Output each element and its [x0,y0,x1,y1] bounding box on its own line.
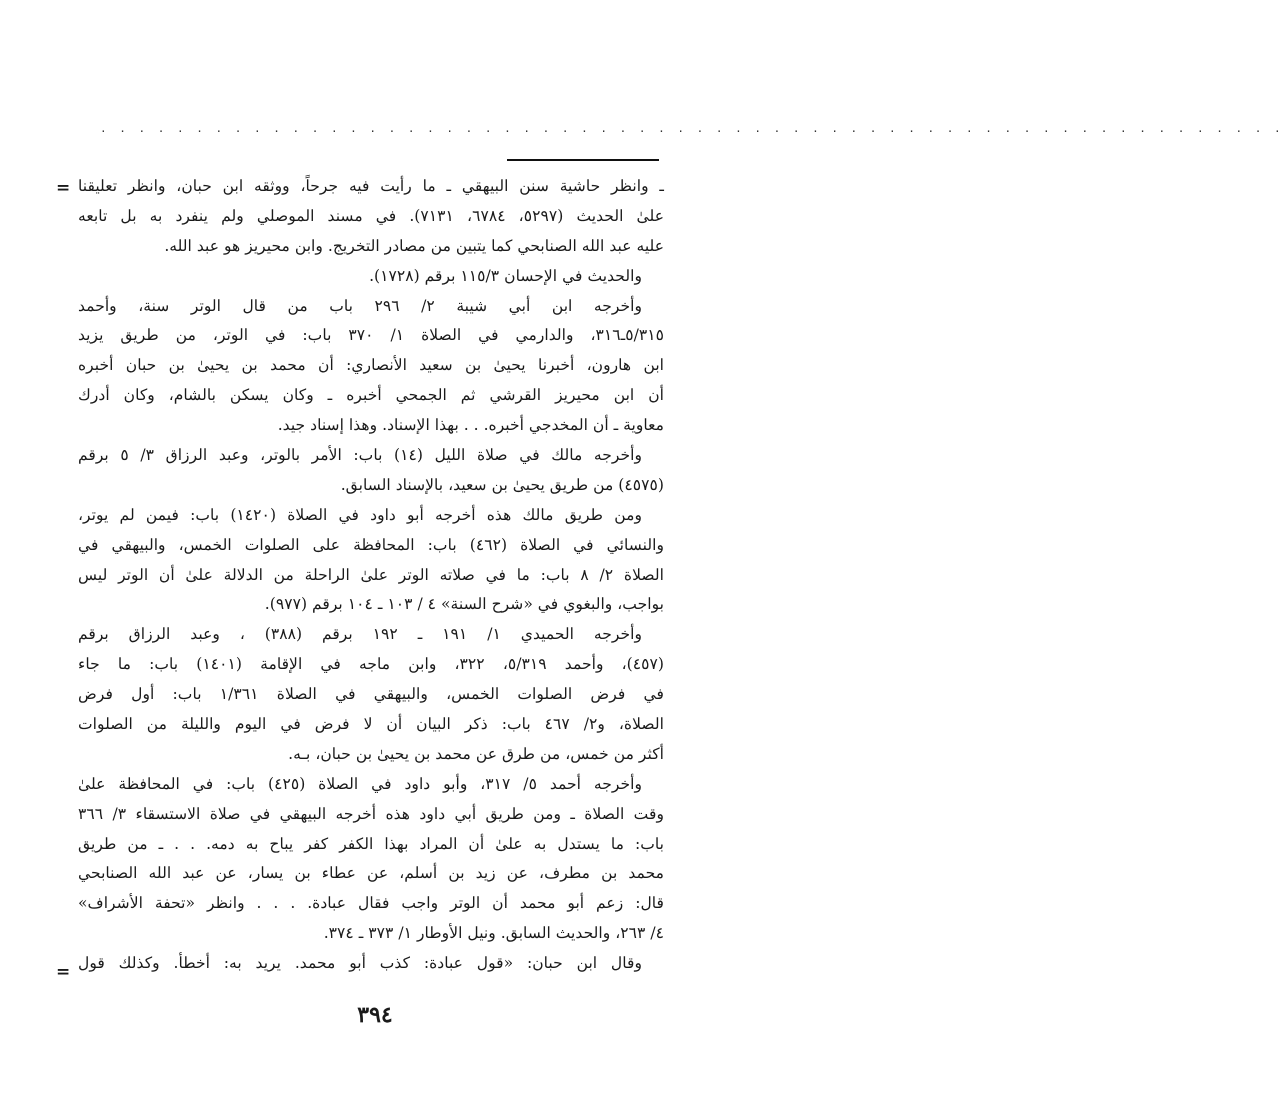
footnote-line: وأخرجه ابن أبي شيبة ٢/ ٢٩٦ باب من قال الوتر سنة، وأحمد [78,296,642,315]
footnotes-block [78,172,664,979]
footnote-line: ابن هارون، أخبرنا يحيىٰ بن سعيد الأنصاري: أن محمد بن يحيىٰ بن حبان أخبره [78,356,664,375]
footnote-line: والحديث في الإحسان ١١٥/٣ برقم (١٧٢٨). [369,266,642,285]
footnote-line: (٤٥٧)، وأحمد ٥/٣١٩، ٣٢٢، وابن ماجه في الإقامة (١٤٠١) باب: ما جاء [78,655,664,674]
footnote-line: أن ابن محيريز القرشي ثم الجمحي أخبره ـ وكان يسكن بالشام، وكان أدرك [78,386,664,405]
page-number: ٣٩٤ [357,1002,393,1028]
footnote-line: وقت الصلاة ـ ومن طريق أبي داود هذه أخرجه البيهقي في صلاة الاستسقاء ٣/ ٣٦٦ [78,804,664,823]
footnote-line: عليه عبد الله الصنابحي كما يتبين من مصادر التخريج. وابن محيريز هو عبد الله. [164,236,664,255]
footnote-line: علىٰ الحديث (٥٢٩٧، ٦٧٨٤، ٧١٣١). في مسند الموصلي ولم ينفرد به بل تابعه [78,206,665,225]
continuation-mark-top: = [56,178,71,198]
footnote-line: ـ وانظر حاشية سنن البيهقي ـ ما رأيت فيه جرحاً، ووثقه ابن حبان، وانظر تعليقنا [78,177,664,195]
footnote-line: أكثر من خمس، من طرق عن محمد بن يحيىٰ بن حبان، بـه. [288,744,664,763]
footnote-line: قال: زعم أبو محمد أن الوتر واجب فقال عبادة. . . . وانظر «تحفة الأشراف» [78,894,664,913]
footnote-line: ٤/ ٢٦٣، والحديث السابق. ونيل الأوطار ١/ ٣٧٣ ـ ٣٧٤. [323,924,664,943]
footnote-line: وأخرجه أحمد ٥/ ٣١٧، وأبو داود في الصلاة (٤٢٥) باب: في المحافظة علىٰ [78,774,642,793]
footnote-line: باب: ما يستدل به علىٰ أن المراد بهذا الكفر كفر يباح به دمه. . . ـ من طريق [78,834,664,853]
footnote-line: بواجب، والبغوي في «شرح السنة» ٤ / ١٠٣ ـ ١٠٤ برقم (٩٧٧). [264,595,664,614]
footnote-line: معاوية ـ أن المخدجي أخبره. . . بهذا الإسناد. وهذا إسناد جيد. [277,416,664,435]
footnote-line: والنسائي في الصلاة (٤٦٢) باب: المحافظة على الصلوات الخمس، والبيهقي في [78,535,664,554]
footnote-line: ٥/٣١٥ـ٣١٦، والدارمي في الصلاة ١/ ٣٧٠ باب: في الوتر، من طريق يزيد [78,326,665,345]
footnote-rule [507,159,659,161]
footnote-line: في فرض الصلوات الخمس، والبيهقي في الصلاة ١/٣٦١ باب: أول فرض [78,685,665,704]
footnote-line: وقال ابن حبان: «قول عبادة: كذب أبو محمد. يريد به: أخطأ. وكذلك قول [78,954,642,973]
continuation-mark-bottom: = [56,962,71,982]
footnote-line: الصلاة ٢/ ٨ باب: ما في صلاته الوتر علىٰ الراحلة من الدلالة علىٰ أن الوتر ليس [78,565,664,584]
footnote-line: محمد بن مطرف، عن زيد بن أسلم، عن عطاء بن يسار، عن عبد الله الصنابحي [78,864,664,883]
footnote-line: الصلاة، و٢/ ٤٦٧ باب: ذكر البيان أن لا فرض في اليوم والليلة من الصلوات [78,715,664,734]
footnote-line: ومن طريق مالك هذه أخرجه أبو داود في الصلاة (١٤٢٠) باب: فيمن لم يوتر، [78,505,642,524]
footnote-line: وأخرجه مالك في صلاة الليل (١٤) باب: الأمر بالوتر، وعبد الرزاق ٣/ ٥ برقم [78,446,642,465]
footnote-line: (٤٥٧٥) من طريق يحيىٰ بن سعيد، بالإسناد السابق. [340,475,664,494]
separator-dots: . . . . . . . . . . . . . . . . . . . . . . . . . . . . . . . . . . . . . . . . . . . . . . . . . . . . . . . . . . . . . . [100,122,1284,135]
footnote-line: وأخرجه الحميدي ١/ ١٩١ ـ ١٩٢ برقم (٣٨٨) ، وعبد الرزاق برقم [78,625,642,644]
